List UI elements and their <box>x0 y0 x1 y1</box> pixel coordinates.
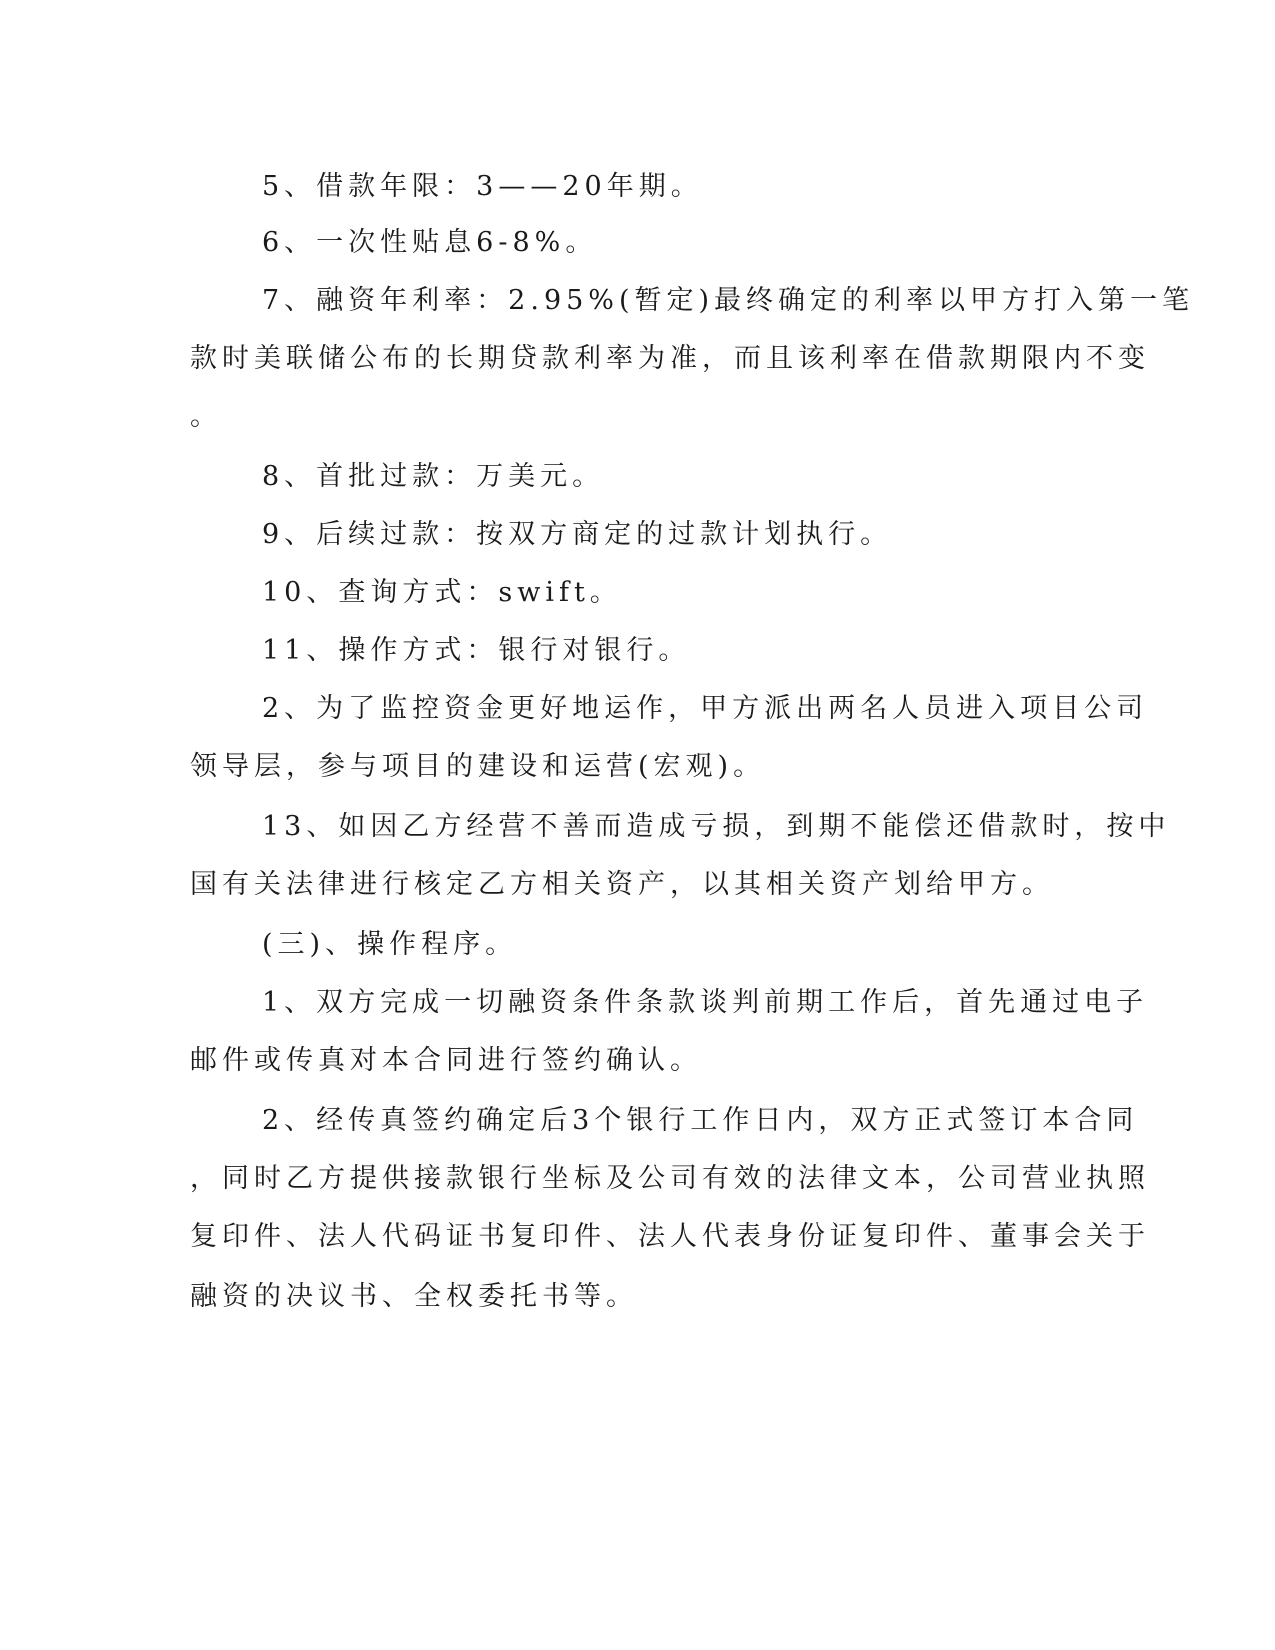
procedure-1-line-2: 邮件或传真对本合同进行签约确认。 <box>190 1045 702 1076</box>
procedure-2-line-3: 复印件、法人代码证书复印件、法人代表身份证复印件、董事会关于 <box>190 1221 1150 1252</box>
clause-12-supervision-line-2: 领导层，参与项目的建设和运营(宏观)。 <box>190 751 766 782</box>
procedure-1-line-1: 1、双方完成一切融资条件条款谈判前期工作后，首先通过电子 <box>262 987 1149 1018</box>
section-3-heading: (三)、操作程序。 <box>262 929 518 960</box>
procedure-2-line-2: ，同时乙方提供接款银行坐标及公司有效的法律文本，公司营业执照 <box>190 1163 1150 1194</box>
clause-8-first-transfer: 8、首批过款：万美元。 <box>262 461 605 492</box>
procedure-2-line-1: 2、经传真签约确定后3个银行工作日内，双方正式签订本合同 <box>262 1105 1139 1136</box>
clause-7-interest-rate-line-3: 。 <box>190 401 222 432</box>
clause-7-interest-rate-line-2: 款时美联储公布的长期贷款利率为准，而且该利率在借款期限内不变 <box>190 343 1150 374</box>
clause-13-losses-line-2: 国有关法律进行核定乙方相关资产，以其相关资产划给甲方。 <box>190 869 1054 900</box>
clause-5-loan-term: 5、借款年限：3——20年期。 <box>262 171 703 202</box>
clause-6-interest-subsidy: 6、一次性贴息6-8%。 <box>262 227 598 258</box>
clause-9-subsequent-transfer: 9、后续过款：按双方商定的过款计划执行。 <box>262 519 893 550</box>
clause-10-query-method: 10、查询方式：swift。 <box>262 577 622 608</box>
clause-13-losses-line-1: 13、如因乙方经营不善而造成亏损，到期不能偿还借款时，按中 <box>262 811 1171 842</box>
procedure-2-line-4: 融资的决议书、全权委托书等。 <box>190 1281 638 1312</box>
clause-12-supervision-line-1: 2、为了监控资金更好地运作，甲方派出两名人员进入项目公司 <box>262 693 1149 724</box>
clause-7-interest-rate-line-1: 7、融资年利率：2.95%(暂定)最终确定的利率以甲方打入第一笔 <box>262 285 1195 316</box>
clause-11-operation-method: 11、操作方式：银行对银行。 <box>262 635 691 666</box>
